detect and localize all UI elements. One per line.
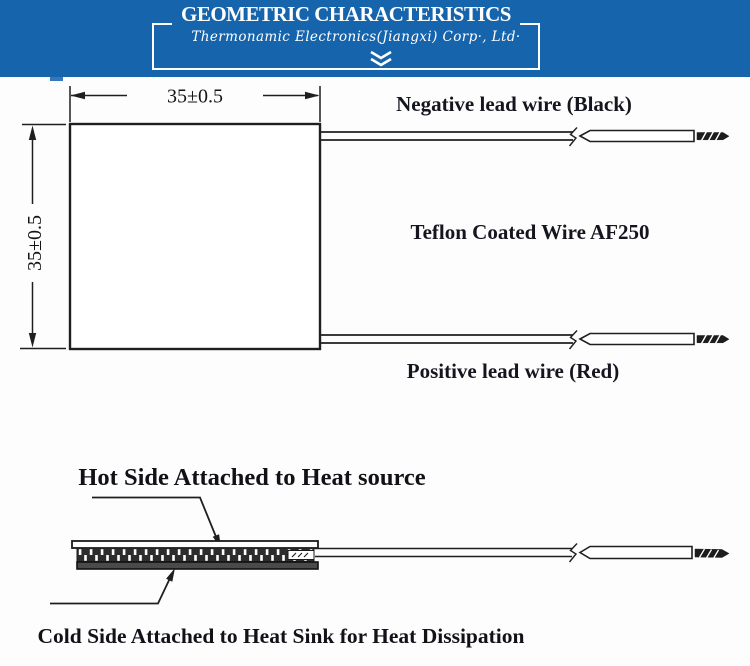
double-chevron-down-icon — [368, 50, 394, 67]
wire-type-label: Teflon Coated Wire AF250 — [410, 220, 650, 244]
module-side-view — [38, 464, 729, 648]
technical-drawing — [0, 77, 750, 666]
wire-solder-joint — [288, 551, 314, 560]
hot-side-label: Hot Side Attached to Heat source — [78, 464, 426, 491]
module-cross-section — [72, 541, 318, 569]
cold-side-leader-arrow — [50, 568, 175, 604]
page-title-text: GEOMETRIC CHARACTERISTICS — [172, 2, 520, 26]
negative-wire-label: Negative lead wire (Black) — [396, 92, 632, 116]
width-dimension-value: 35±0.5 — [167, 85, 223, 108]
cold-side-plate — [77, 562, 318, 569]
wire-break-icon — [570, 128, 578, 147]
company-subtitle: Thermonamic Electronics(Jiangxi) Corp·, Ltd· — [191, 29, 521, 45]
wire-break-icon — [570, 544, 578, 563]
negative-wire — [321, 128, 729, 147]
header-banner — [0, 0, 750, 77]
wire-break-icon — [570, 331, 578, 350]
height-dimension-value: 35±0.5 — [24, 215, 46, 271]
side-view-wire — [315, 544, 729, 563]
positive-wire-label: Positive lead wire (Red) — [406, 359, 620, 383]
pellet-array — [77, 548, 314, 562]
page-title — [152, 1, 540, 27]
hot-side-plate — [72, 541, 318, 548]
module-outline — [70, 124, 320, 349]
positive-wire — [321, 331, 729, 350]
module-top-view — [20, 86, 729, 384]
cold-side-label: Cold Side Attached to Heat Sink for Heat Dissipation — [37, 624, 525, 648]
